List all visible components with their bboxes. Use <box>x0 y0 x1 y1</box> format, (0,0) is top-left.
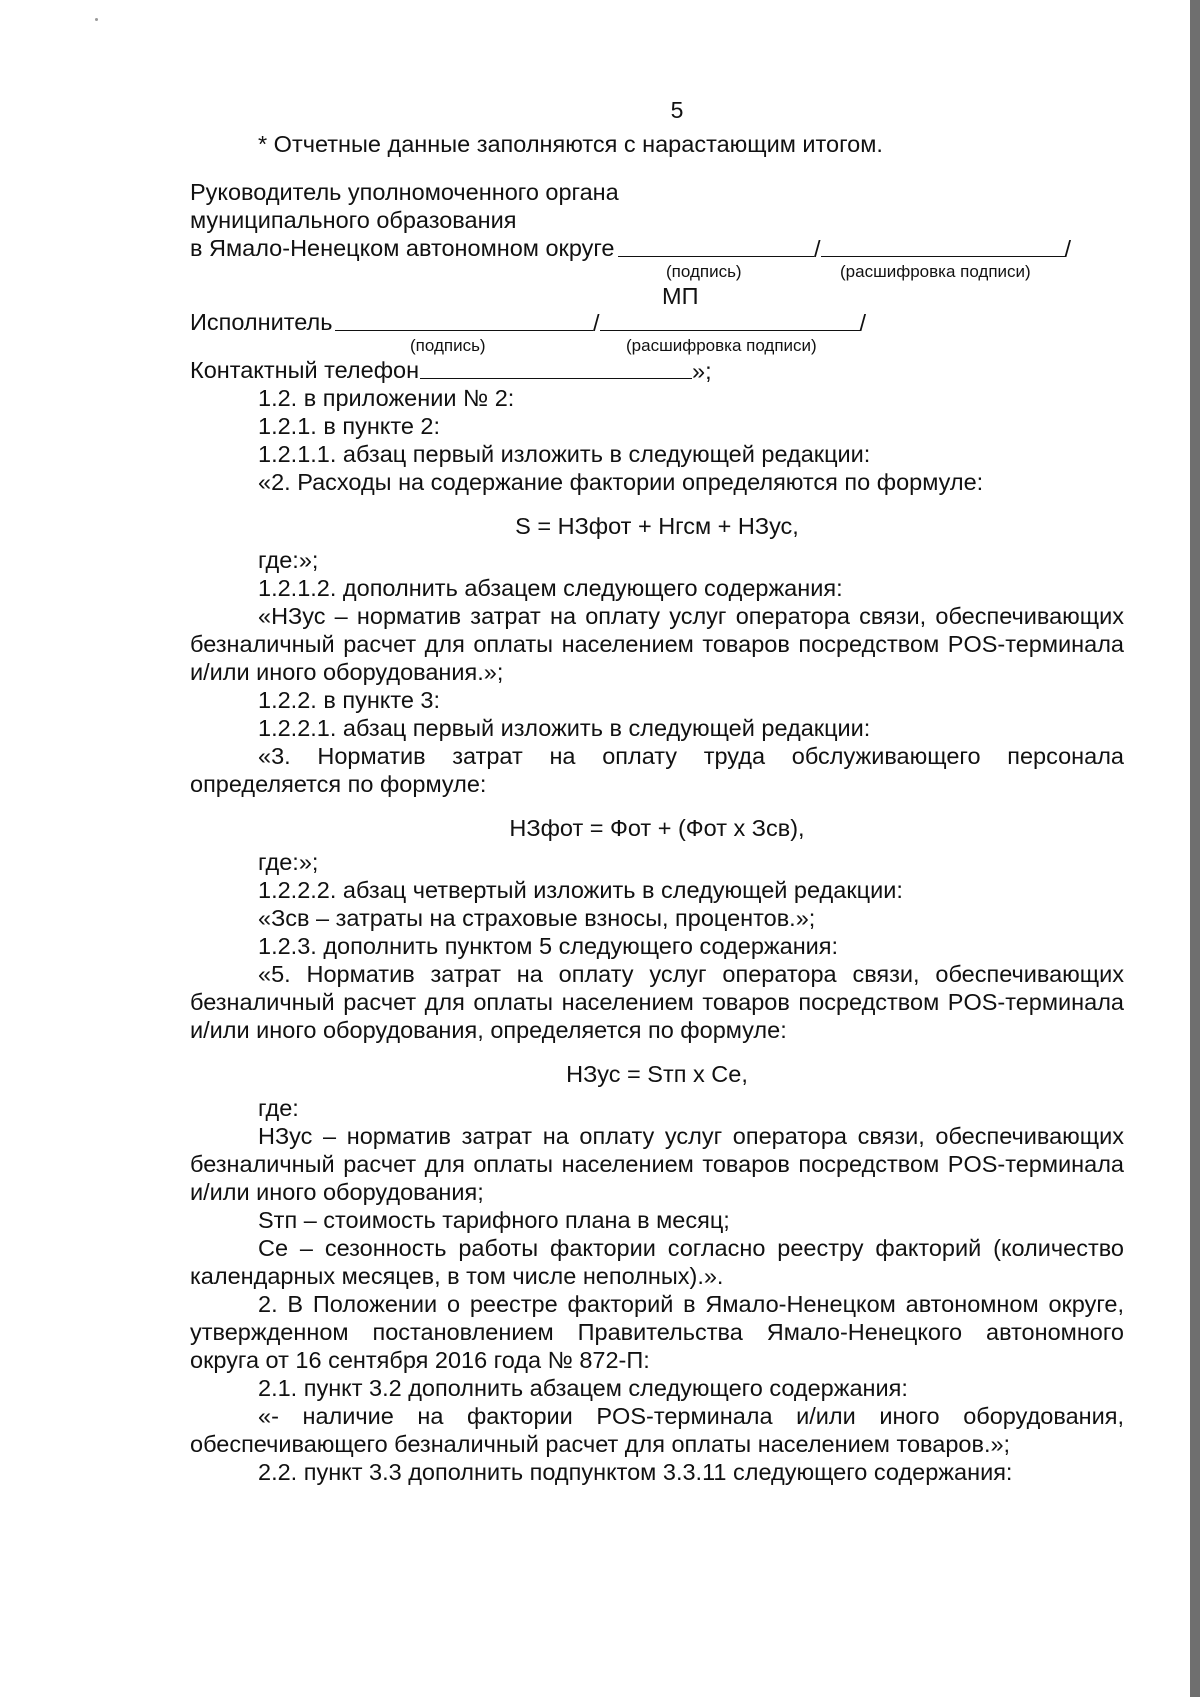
head-decoding-line <box>821 234 1065 257</box>
formula: S = НЗфот + Нгсм + НЗус, <box>515 513 799 539</box>
paragraph: 1.2. в приложении № 2: <box>258 385 515 411</box>
head-caption-decoding: (расшифровка подписи) <box>840 262 1031 281</box>
page-number: 5 <box>670 97 684 123</box>
formula: НЗус = Sтп х Се, <box>566 1061 748 1087</box>
executor-slash-2: / <box>859 310 867 336</box>
paragraph: 1.2.1. в пункте 2: <box>258 413 441 439</box>
paragraph: Се – сезонность работы фактории согласно реестру факторий (количество календарных месяцев, в том числе неполных).». <box>190 1235 1124 1289</box>
head-signature-line <box>618 234 814 257</box>
paragraph: «5. Норматив затрат на оплату услуг оператора связи, обеспечивающих безналичный расчет для оплаты населением товаров посредством POS-терминала и/или иного оборудования, определяется по формуле: <box>190 961 1124 1043</box>
phone-line <box>420 356 692 379</box>
paragraph: 2.1. пункт 3.2 дополнить абзацем следующего содержания: <box>258 1375 908 1401</box>
head-slash-2: / <box>1064 236 1072 262</box>
executor-caption-signature: (подпись) <box>410 336 486 355</box>
executor-captions <box>190 336 1124 356</box>
footnote: * Отчетные данные заполняются с нарастающим итогом. <box>258 131 883 157</box>
head-captions <box>190 262 1124 282</box>
paragraph: где:»; <box>258 849 319 875</box>
executor-decoding-line <box>600 308 860 331</box>
paragraph: 2.2. пункт 3.3 дополнить подпунктом 3.3.11 следующего содержания: <box>258 1459 1013 1485</box>
stamp-row <box>190 282 1124 308</box>
formula: НЗфот = Фот + (Фот х Зсв), <box>509 815 805 841</box>
head-line-1: Руководитель уполномоченного органа <box>190 179 619 205</box>
paragraph: «- наличие на фактории POS-терминала и/или иного оборудования, обеспечивающего безналичный расчет для оплаты населением товаров.»; <box>190 1403 1124 1457</box>
paragraph: Sтп – стоимость тарифного плана в месяц; <box>258 1207 730 1233</box>
phone-end: »; <box>692 358 712 384</box>
head-caption-signature: (подпись) <box>666 262 742 281</box>
phone-row <box>190 356 1124 384</box>
head-line-3: в Ямало-Ненецком автономном округе <box>190 235 615 261</box>
paragraph: 2. В Положении о реестре факторий в Ямало-Ненецком автономном округе, утвержденном постановлением Правительства Ямало-Ненецкого автономного округа от 16 сентября 2016 года № 872-П: <box>190 1291 1124 1373</box>
scan-speck <box>95 18 98 21</box>
executor-signature-line <box>335 308 593 331</box>
head-signature-row <box>190 234 1124 262</box>
paragraph: «Зсв – затраты на страховые взносы, процентов.»; <box>258 905 816 931</box>
signature-block <box>190 178 1124 384</box>
paragraph: 1.2.2.2. абзац четвертый изложить в следующей редакции: <box>258 877 903 903</box>
paragraph: где: <box>258 1095 299 1121</box>
executor-slash-1: / <box>593 310 600 336</box>
head-line-2: муниципального образования <box>190 207 517 233</box>
paragraph: «НЗус – норматив затрат на оплату услуг оператора связи, обеспечивающих безналичный расчет для оплаты населением товаров посредством POS-терминала и/или иного оборудования.»; <box>190 603 1124 685</box>
phone-label: Контактный телефон <box>190 357 420 383</box>
head-slash-1: / <box>814 236 821 262</box>
paragraph: 1.2.1.2. дополнить абзацем следующего содержания: <box>258 575 843 601</box>
stamp-label: МП <box>662 283 699 309</box>
paragraph: где:»; <box>258 547 319 573</box>
paragraph: «3. Норматив затрат на оплату труда обслуживающего персонала определяется по формуле: <box>190 743 1124 797</box>
paragraph: «2. Расходы на содержание фактории определяются по формуле: <box>258 469 984 495</box>
paragraph: 1.2.1.1. абзац первый изложить в следующей редакции: <box>258 441 871 467</box>
paragraph: НЗус – норматив затрат на оплату услуг оператора связи, обеспечивающих безналичный расчет для оплаты населением товаров посредством POS-терминала и/или иного оборудования; <box>190 1123 1124 1205</box>
executor-caption-decoding: (расшифровка подписи) <box>626 336 817 355</box>
document-content <box>190 96 1124 1486</box>
paragraph: 1.2.2. в пункте 3: <box>258 687 441 713</box>
paragraph: 1.2.3. дополнить пунктом 5 следующего содержания: <box>258 933 839 959</box>
paragraph: 1.2.2.1. абзац первый изложить в следующей редакции: <box>258 715 871 741</box>
executor-row <box>190 308 1124 336</box>
executor-label: Исполнитель <box>190 309 333 335</box>
